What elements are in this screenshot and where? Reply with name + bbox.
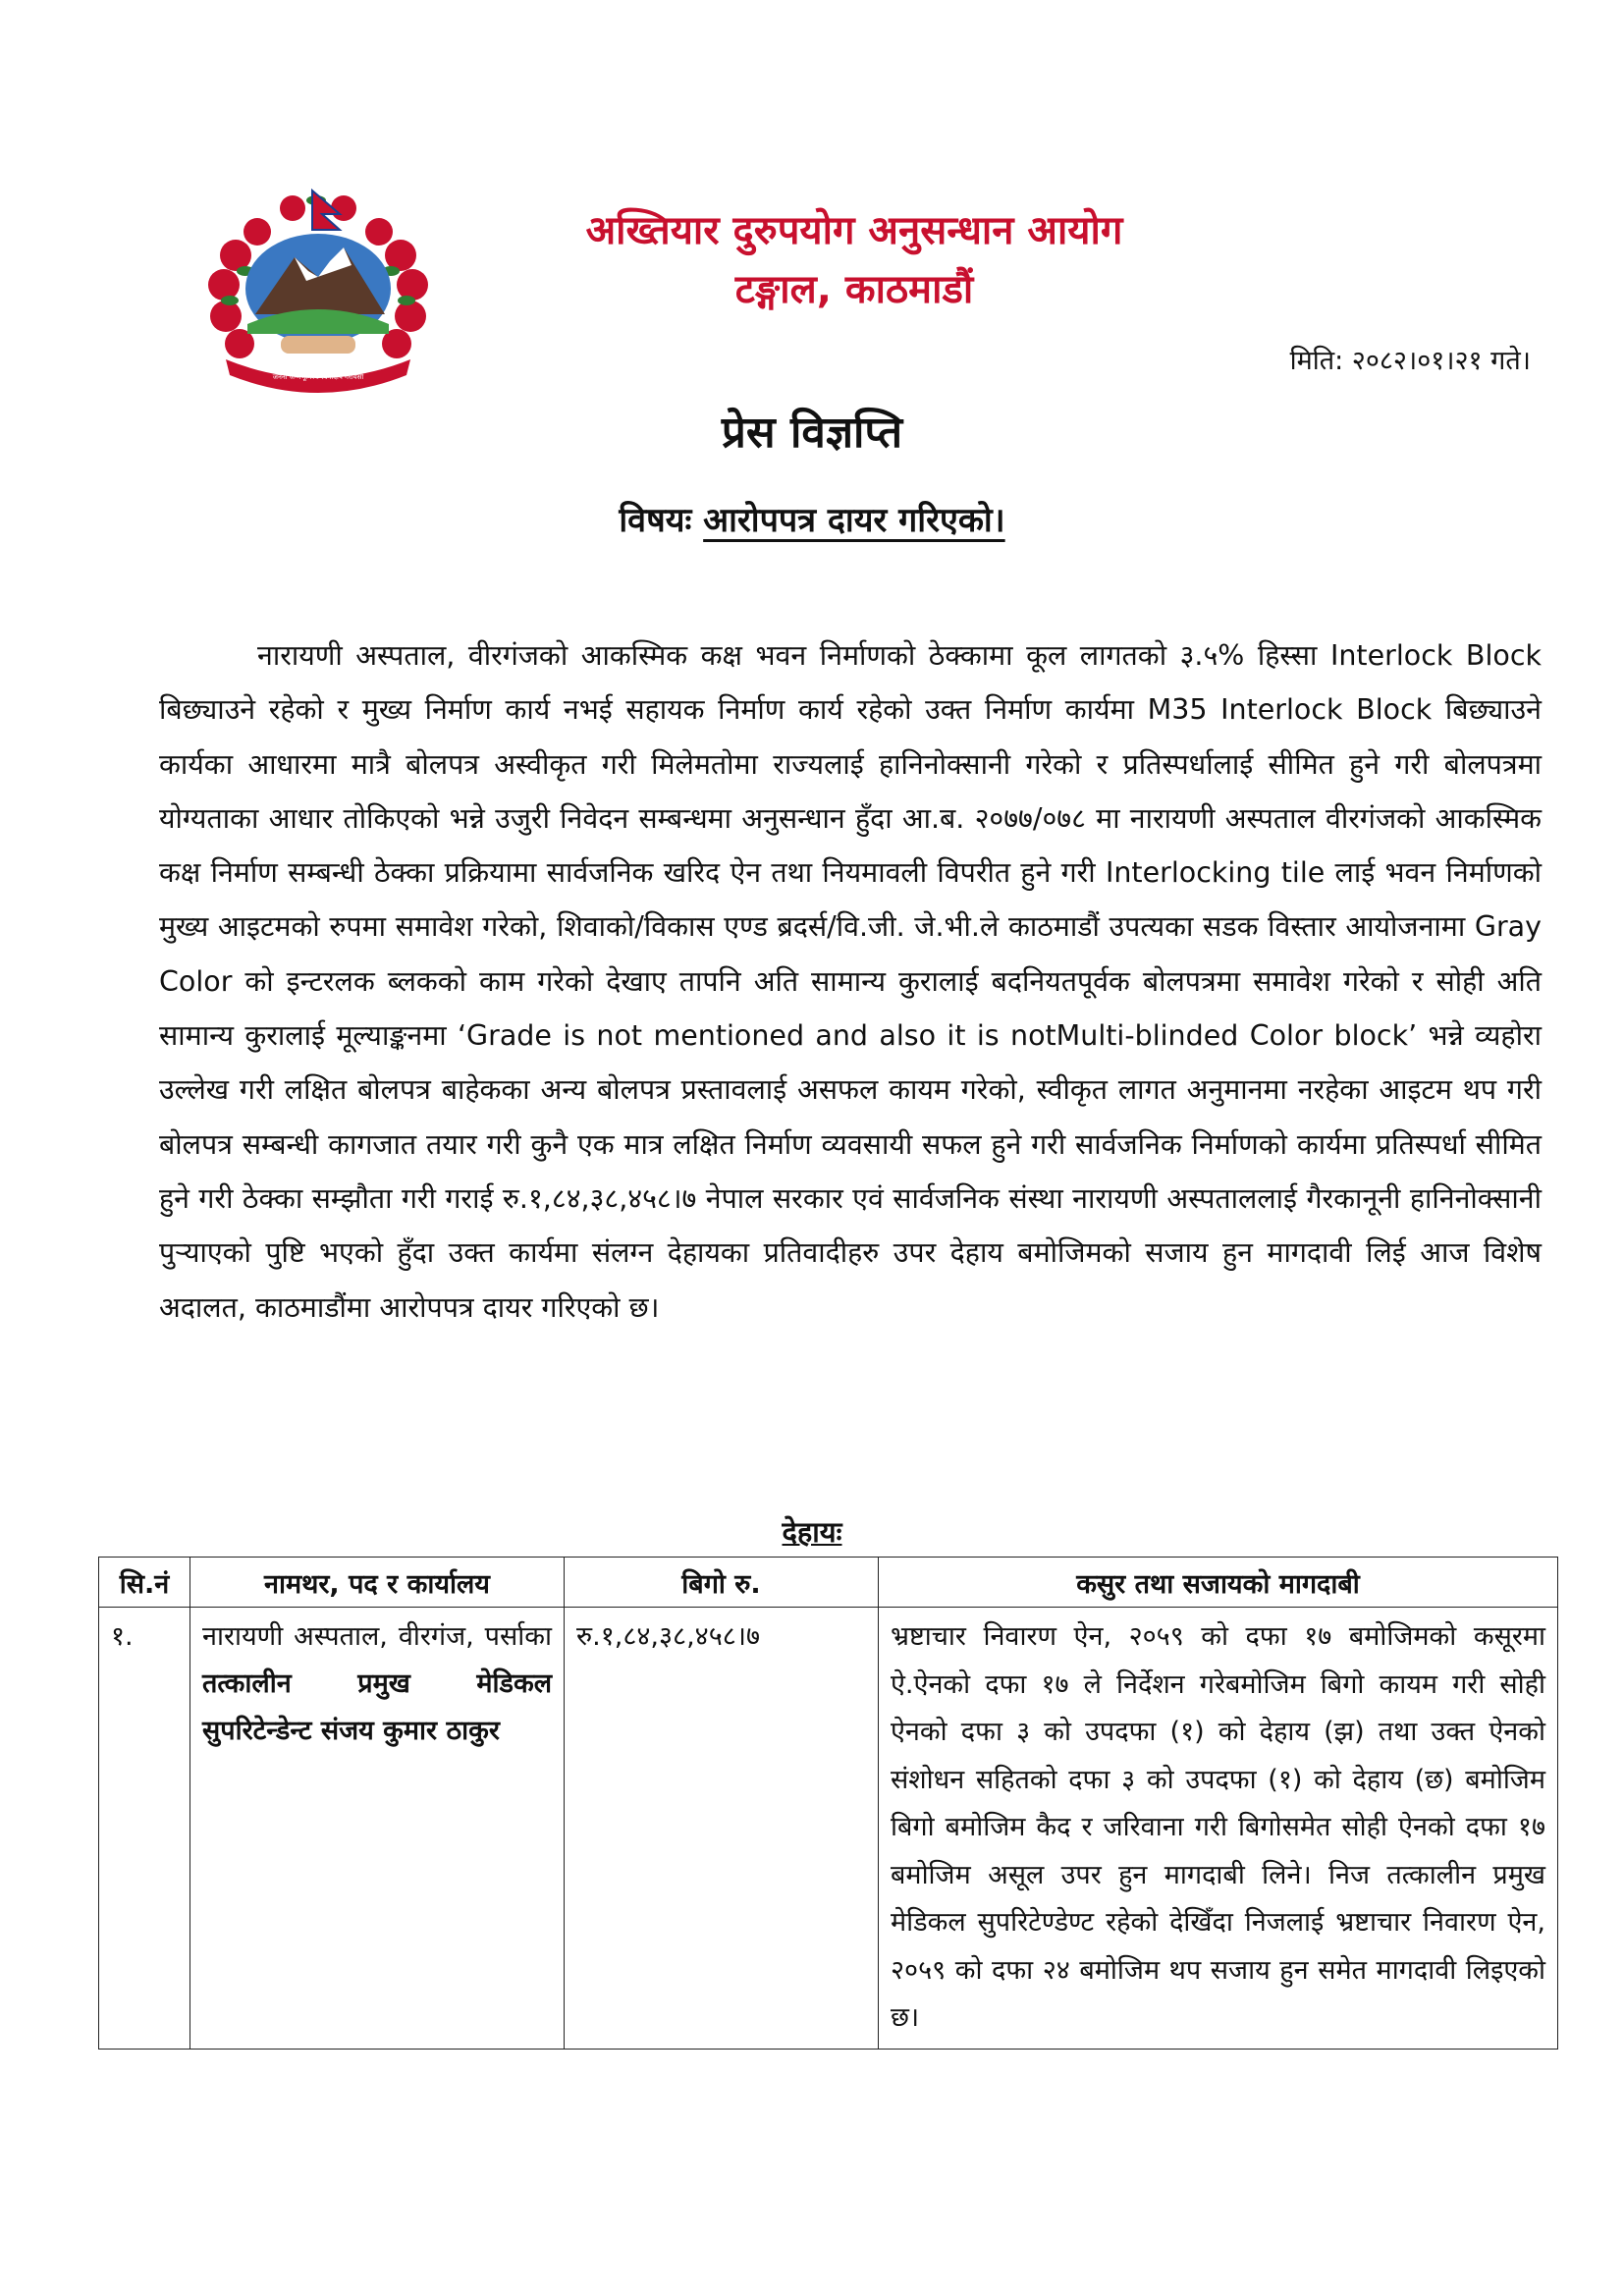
cell-bigo-amount: रु.१,८४,३८,४५८।७	[565, 1608, 879, 2050]
header-charge-and-demand: कसुर तथा सजायको मागदाबी	[879, 1558, 1558, 1608]
defendant-office: नारायणी अस्पताल, वीरगंज, पर्साका	[202, 1621, 552, 1652]
emblem-motto: जननी जन्मभूमिश्च स्वर्गादपि गरीयसी	[272, 373, 364, 381]
nepal-emblem-logo	[196, 187, 440, 399]
subject-text: आरोपपत्र दायर गरिएको।	[703, 501, 1005, 540]
defendant-name: तत्कालीन प्रमुख मेडिकल सुपरिटेन्डेन्ट संजय कुमार ठाकुर	[202, 1668, 552, 1746]
document-date: मिति: २०८२।०१।२१ गते।	[1289, 346, 1531, 376]
press-release-body: नारायणी अस्पताल, वीरगंजको आकस्मिक कक्ष भवन निर्माणको ठेक्कामा कूल लागतको ३.५% हिस्सा Interlock Block बिछ्याउने रहेको र मुख्य निर्माण कार्य नभई सहायक निर्माण कार्य रहेको उक्त निर्माण कार्यमा M35 Interlock Block बिछ्याउने कार्यका आधारमा मात्रै बोलपत्र अस्वीकृत गरी मिलेमतोमा राज्यलाई हानिनोक्सानी गरेको र प्रतिस्पर्धालाई सीमित हुने गरी बोलपत्रमा योग्यताका आधार तोकिएको भन्ने उजुरी निवेदन सम्बन्धमा अनुसन्धान हुँदा आ.ब. २०७७/०७८ मा नारायणी अस्पताल वीरगंजको आकस्मिक कक्ष निर्माण सम्बन्धी ठेक्का प्रक्रियामा सार्वजनिक खरिद ऐन तथा नियमावली विपरीत हुने गरी Interlocking tile लाई भवन निर्माणको मुख्य आइटमको रुपमा समावेश गरेको, शिवाको/विकास एण्ड ब्रदर्स/वि.जी. जे.भी.ले काठमाडौं उपत्यका सडक विस्तार आयोजनामा Gray Color को इन्टरलक ब्लकको काम गरेको देखाए तापनि अति सामान्य कुरालाई बदनियतपूर्वक बोलपत्रमा समावेश गरेको र सोही अति सामान्य कुरालाई मूल्याङ्कनमा ‘Grade is not mentioned and also it is notMulti-blinded Color block’ भन्ने व्यहोरा उल्लेख गरी लक्षित बोलपत्र बाहेकका अन्य बोलपत्र प्रस्तावलाई असफल कायम गरेको, स्वीकृत लागत अनुमानमा नरहेका आइटम थप गरी बोलपत्र सम्बन्धी कागजात तयार गरी कुनै एक मात्र लक्षित निर्माण व्यवसायी सफल हुने गरी सार्वजनिक निर्माणको कार्यमा प्रतिस्पर्धा सीमित हुने गरी ठेक्का सम्झौता गरी गराई रु.१,८४,३८,४५८।७ नेपाल सरकार एवं सार्वजनिक संस्था नारायणी अस्पताललाई गैरकानूनी हानिनोक्सानी पुऱ्याएको पुष्टि भएको हुँदा उक्त कार्यमा संलग्न देहायका प्रतिवादीहरु उपर देहाय बमोजिमको सजाय हुन मागदावी लिई आज विशेष अदालत, काठमाडौंमा आरोपपत्र दायर गरिएको छ।	[159, 639, 1542, 1324]
header-bigo-amount: बिगो रु.	[565, 1558, 879, 1608]
header-serial-number: सि.नं	[99, 1558, 190, 1608]
organization-name-line1: अख्तियार दुरुपयोग अनुसन्धान आयोग	[585, 208, 1123, 253]
table-row	[99, 1608, 1558, 2050]
cell-serial-number: १.	[99, 1608, 190, 2050]
table-header-row	[99, 1558, 1558, 1608]
annex-title: देहायः	[782, 1515, 842, 1549]
subject-line	[0, 496, 1624, 541]
organization-address-line2: टङ्गाल, काठमाडौं	[734, 267, 974, 312]
cell-name-position-office	[190, 1608, 565, 2050]
organization-name	[550, 201, 1159, 319]
header-name-position-office: नामथर, पद र कार्यालय	[190, 1558, 565, 1608]
cell-charge-and-demand: भ्रष्टाचार निवारण ऐन, २०५९ को दफा १७ बमोजिमको कसूरमा ऐ.ऐनको दफा १७ ले निर्देशन गरेबमोजिम बिगो कायम गरी सोही ऐनको दफा ३ को उपदफा (१) को देहाय (झ) तथा उक्त ऐनको संशोधन सहितको दफा ३ को उपदफा (१) को देहाय (छ) बमोजिम बिगो बमोजिम कैद र जरिवाना गरी बिगोसमेत सोही ऐनको दफा १७ बमोजिम असूल उपर हुन मागदाबी लिने। निज तत्कालीन प्रमुख मेडिकल सुपरिटेण्डेण्ट रहेको देखिँदा निजलाई भ्रष्टाचार निवारण ऐन, २०५९ को दफा २४ बमोजिम थप सजाय हुन समेत मागदावी लिइएको छ।	[879, 1608, 1558, 2050]
press-release-title: प्रेस विज्ञप्ति	[721, 408, 903, 458]
defendants-table	[98, 1557, 1558, 2050]
subject-label: विषयः	[619, 501, 692, 540]
